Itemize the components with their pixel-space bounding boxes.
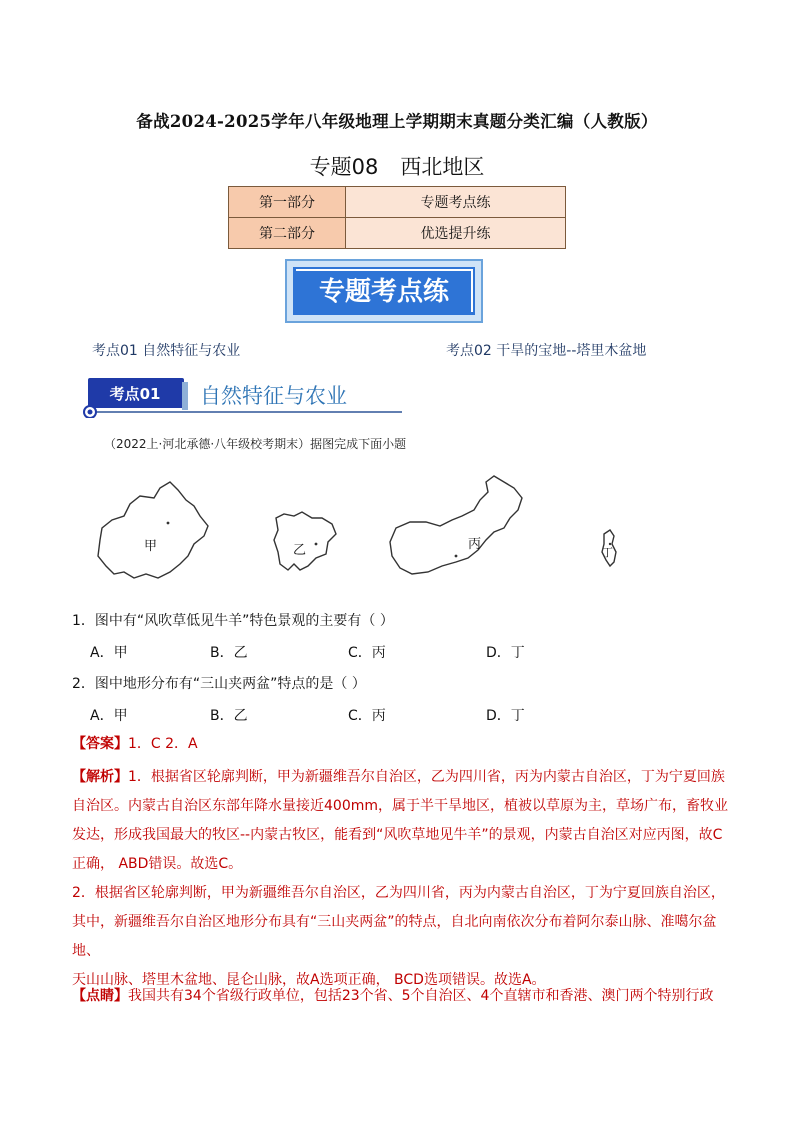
question-1-option-a[interactable]: A．甲 bbox=[90, 645, 128, 661]
part-name: 专题考点练 bbox=[346, 187, 566, 218]
answer-line bbox=[72, 730, 732, 759]
document-title: 备战2024-2025学年八年级地理上学期期末真题分类汇编（人教版） bbox=[136, 112, 658, 131]
table-row bbox=[229, 218, 566, 249]
topic-name: 西北地区 bbox=[400, 155, 485, 179]
analysis-line: 2．根据省区轮廓判断，甲为新疆维吾尔自治区，乙为四川省，丙为内蒙古自治区，丁为宁夏回族自治区， bbox=[72, 885, 725, 901]
question-2-option-c[interactable]: C．丙 bbox=[348, 708, 386, 724]
map-yi-outline bbox=[274, 512, 336, 570]
kaodian-link-1[interactable]: 考点01 自然特征与农业 bbox=[92, 343, 241, 359]
section-tag: 考点01 bbox=[109, 385, 161, 403]
section-tag-shadow bbox=[182, 382, 188, 410]
map-label-bing: 丙 bbox=[468, 537, 482, 552]
part-label: 第一部分 bbox=[229, 187, 346, 218]
map-dot bbox=[315, 543, 318, 546]
question-1-option-d[interactable]: D．丁 bbox=[486, 645, 525, 661]
section-banner bbox=[284, 258, 484, 324]
question-1-stem: 1．图中有“风吹草低见牛羊”特色景观的主要有（ ） bbox=[72, 613, 394, 629]
question-2-option-b[interactable]: B．乙 bbox=[210, 708, 248, 724]
dianjing-tag: 【点睛】 bbox=[72, 988, 128, 1004]
question-2-option-d[interactable]: D．丁 bbox=[486, 708, 525, 724]
analysis-line: 正确， ABD错误。故选C。 bbox=[72, 856, 243, 872]
answer-text: 1．C 2．A bbox=[128, 736, 198, 752]
analysis-line: 天山山脉、塔里木盆地、昆仑山脉，故A选项正确， BCD选项错误。故选A。 bbox=[72, 972, 546, 988]
map-dot bbox=[609, 543, 611, 545]
analysis-tag: 【解析】 bbox=[72, 769, 128, 785]
topic-number: 专题08 bbox=[309, 155, 379, 179]
question-1-option-c[interactable]: C．丙 bbox=[348, 645, 386, 661]
analysis-block bbox=[72, 763, 732, 995]
map-jia-outline bbox=[98, 482, 208, 578]
province-maps bbox=[90, 470, 730, 588]
kaodian-link-2[interactable]: 考点02 干旱的宝地--塔里木盆地 bbox=[446, 343, 647, 359]
map-dot bbox=[167, 522, 170, 525]
map-bing-outline bbox=[390, 476, 522, 574]
map-label-ding: 丁 bbox=[602, 546, 613, 559]
map-dot bbox=[455, 555, 458, 558]
question-source: （2022上·河北承德·八年级校考期末）据图完成下面小题 bbox=[104, 437, 407, 451]
map-label-jia: 甲 bbox=[144, 539, 158, 554]
question-2-option-a[interactable]: A．甲 bbox=[90, 708, 128, 724]
part-name: 优选提升练 bbox=[346, 218, 566, 249]
map-label-yi: 乙 bbox=[293, 543, 307, 558]
question-2-stem: 2．图中地形分布有“三山夹两盆”特点的是（ ） bbox=[72, 676, 366, 692]
banner-text: 专题考点练 bbox=[318, 277, 450, 307]
analysis-line: 其中，新疆维吾尔自治区地形分布具有“三山夹两盆”的特点，自北向南依次分布着阿尔泰山脉、准噶尔盆地、 bbox=[72, 914, 717, 959]
analysis-line: 发达，形成我国最大的牧区--内蒙古牧区，能看到“风吹草地见牛羊”的景观，内蒙古自治区对应丙图，故C bbox=[72, 827, 723, 843]
analysis-line: 自治区。内蒙古自治区东部年降水量接近400mm，属于半干旱地区，植被以草原为主，草场广布，畜牧业 bbox=[72, 798, 728, 814]
topic-title bbox=[0, 151, 794, 181]
question-1-option-b[interactable]: B．乙 bbox=[210, 645, 248, 661]
section-title: 自然特征与农业 bbox=[200, 384, 347, 408]
parts-table bbox=[228, 186, 566, 249]
table-row bbox=[229, 187, 566, 218]
analysis-line: 【解析】1．根据省区轮廓判断，甲为新疆维吾尔自治区，乙为四川省，丙为内蒙古自治区，丁为宁夏回族 bbox=[72, 769, 725, 785]
part-label: 第二部分 bbox=[229, 218, 346, 249]
dianjing-text: 我国共有34个省级行政单位，包括23个省、5个自治区、4个直辖市和香港、澳门两个特别行政 bbox=[128, 988, 714, 1004]
dianjing-line bbox=[72, 982, 732, 1011]
answer-tag: 【答案】 bbox=[72, 736, 128, 752]
